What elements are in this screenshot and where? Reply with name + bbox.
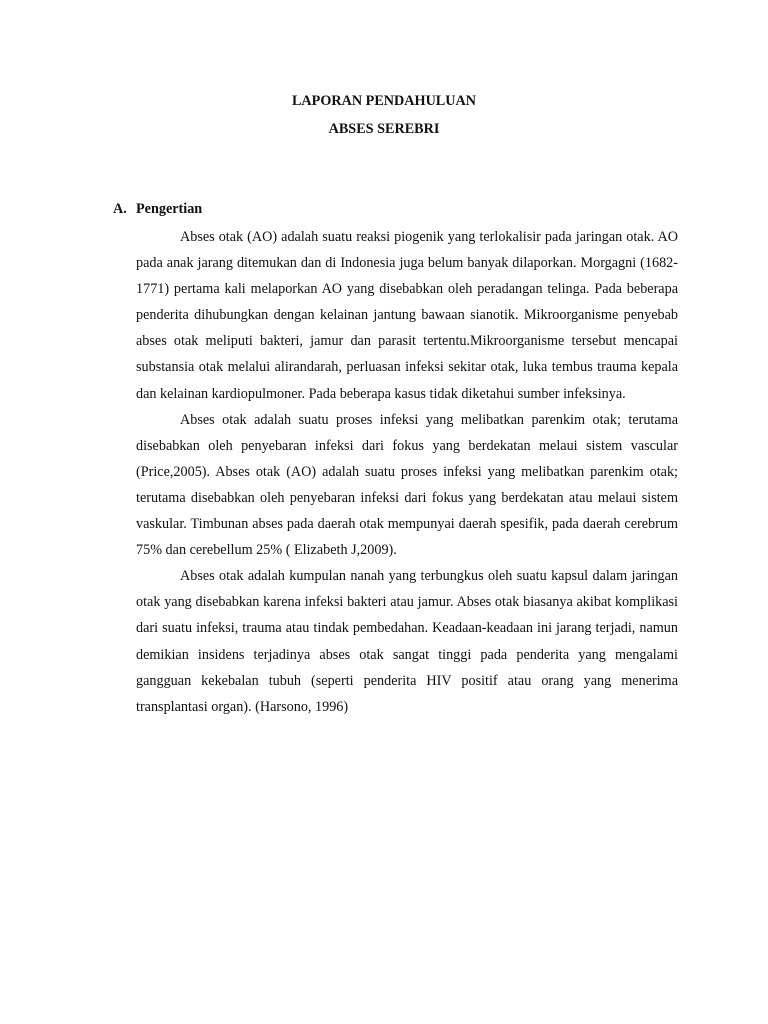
paragraph-3: Abses otak adalah kumpulan nanah yang terbungkus oleh suatu kapsul dalam jaringan otak yang disebabkan karena infeksi bakteri atau jamur. Abses otak biasanya akibat komplikasi dari suatu infeksi, trauma atau tindak pembedahan. Keadaan-keadaan ini jarang terjadi, namun demikian insidens terjadinya abses otak sangat tinggi pada penderita yang mengalami gangguan kekebalan tubuh (seperti penderita HIV positif atau orang yang menerima transplantasi organ). (Harsono, 1996) <box>136 568 678 715</box>
document-title: LAPORAN PENDAHULUAN <box>291 93 477 109</box>
section-heading <box>113 201 202 218</box>
section-number: A. <box>113 201 127 217</box>
section-body <box>136 224 678 720</box>
document-subtitle: ABSES SEREBRI <box>328 121 440 137</box>
paragraph-1: Abses otak (AO) adalah suatu reaksi piogenik yang terlokalisir pada jaringan otak. AO pada anak jarang ditemukan dan di Indonesia juga belum banyak dilaporkan. Morgagni (1682-1771) pertama kali melaporkan AO yang disebabkan oleh peradangan telinga. Pada beberapa penderita dihubungkan dengan kelainan jantung bawaan sianotik. Mikroorganisme penyebab abses otak meliputi bakteri, jamur dan parasit tertentu.Mikroorganisme tersebut mencapai substansia otak melalui alirandarah, perluasan infeksi sekitar otak, luka tembus trauma kepala dan kelainan kardiopulmoner. Pada beberapa kasus tidak diketahui sumber infeksinya. <box>136 229 678 402</box>
section-title: Pengertian <box>136 201 203 217</box>
paragraph-2: Abses otak adalah suatu proses infeksi yang melibatkan parenkim otak; terutama disebabkan oleh penyebaran infeksi dari fokus yang berdekatan melaui sistem vascular (Price,2005). Abses otak (AO) adalah suatu proses infeksi yang melibatkan parenkim otak; terutama disebabkan oleh penyebaran infeksi dari fokus yang berdekatan atau melaui sistem vaskular. Timbunan abses pada daerah otak mempunyai daerah spesifik, pada daerah cerebrum 75% dan cerebellum 25% ( Elizabeth J,2009). <box>136 411 678 559</box>
